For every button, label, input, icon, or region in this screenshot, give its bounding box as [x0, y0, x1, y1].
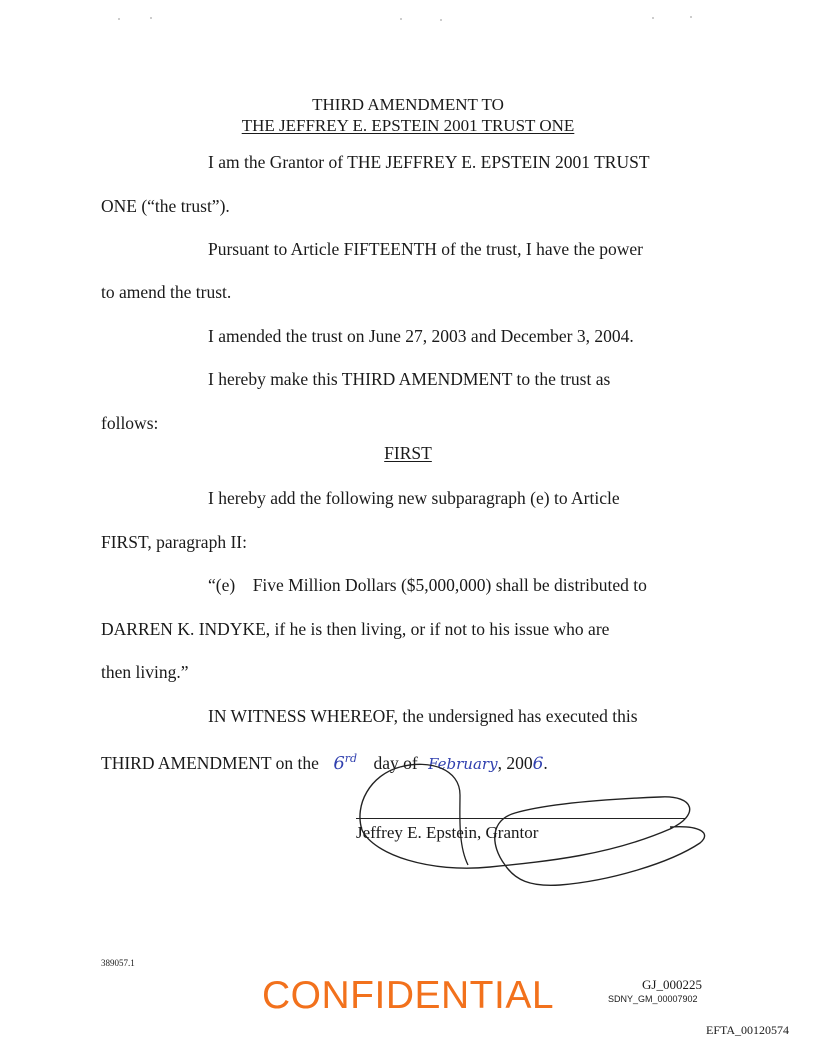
witness-year-prefix: , 200 — [497, 752, 533, 773]
bates-number-sdny: SDNY_GM_00007902 — [608, 994, 698, 1004]
witness-period: . — [543, 752, 548, 773]
document-subtitle — [0, 116, 816, 136]
paragraph-power-line2: to amend the trust. — [101, 282, 232, 302]
bates-number-gj: GJ_000225 — [642, 977, 702, 992]
document-title: THIRD AMENDMENT TO — [312, 95, 504, 114]
bates-number-efta: EFTA_00120574 — [706, 1023, 790, 1037]
paragraph-power-line1: Pursuant to Article FIFTEENTH of the trust, I have the power — [208, 239, 643, 259]
handwritten-day: 6 — [333, 752, 345, 774]
paragraph-make-amendment-line2: follows: — [101, 413, 159, 433]
signature-caption: Jeffrey E. Epstein, Grantor — [356, 823, 539, 842]
paragraph-grantor-line2: ONE (“the trust”). — [101, 196, 230, 216]
witness-prefix: THIRD AMENDMENT on the — [101, 752, 319, 773]
paragraph-subparagraph-e-line2: DARREN K. INDYKE, if he is then living, or if not to his issue who are — [101, 619, 610, 639]
signature-line — [356, 818, 686, 819]
paragraph-add-subparagraph-line2: FIRST, paragraph II: — [101, 532, 247, 552]
paragraph-subparagraph-e-line1: “(e) Five Million Dollars ($5,000,000) shall be distributed to — [208, 575, 647, 595]
paragraph-subparagraph-e-line3: then living.” — [101, 662, 189, 682]
section-heading-first — [0, 443, 816, 463]
scan-speck — [150, 17, 152, 19]
paragraph-witness-line1: IN WITNESS WHEREOF, the undersigned has executed this — [208, 706, 638, 726]
paragraph-make-amendment-line1: I hereby make this THIRD AMENDMENT to the trust as — [208, 369, 611, 389]
handwritten-month: February — [428, 754, 498, 773]
section-heading-text: FIRST — [384, 443, 432, 463]
witness-day-of: day of — [373, 752, 418, 773]
paragraph-prior-amendments: I amended the trust on June 27, 2003 and December 3, 2004. — [208, 326, 634, 346]
scan-speck — [690, 16, 692, 18]
confidential-stamp: CONFIDENTIAL — [262, 974, 555, 1017]
scan-speck — [652, 17, 654, 19]
scan-speck — [400, 18, 402, 20]
paragraph-grantor-line1: I am the Grantor of THE JEFFREY E. EPSTEIN 2001 TRUST — [208, 152, 650, 172]
scan-speck — [440, 19, 442, 21]
paragraph-add-subparagraph-line1: I hereby add the following new subparagraph (e) to Article — [208, 488, 620, 508]
trust-name-underlined: THE JEFFREY E. EPSTEIN 2001 TRUST ONE — [241, 116, 575, 135]
scan-speck — [118, 18, 120, 20]
document-number: 389057.1 — [101, 958, 135, 968]
handwritten-day-suffix: rd — [344, 752, 358, 765]
handwritten-year-digit: 6 — [532, 753, 544, 774]
